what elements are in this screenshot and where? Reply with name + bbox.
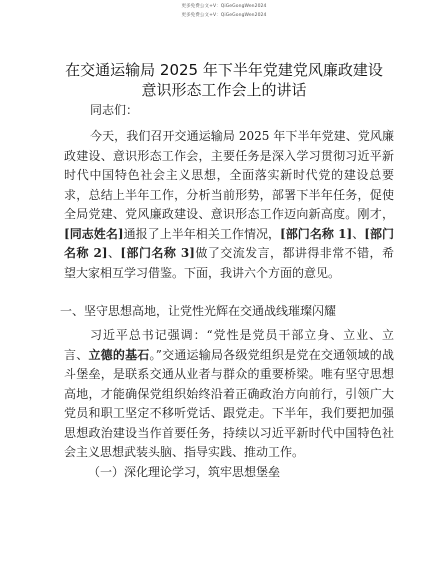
placeholder-dept: [部门名称 3] — [120, 246, 195, 260]
emphasis-text: 立德的基石 — [88, 347, 150, 362]
paragraph-intro — [64, 127, 394, 283]
text-run: 通报了上半年相关工作情况， — [123, 226, 281, 241]
salutation: 同志们： — [90, 103, 139, 117]
watermark-line: 更多免费公文+V：QiGeGongWen2024 — [181, 4, 267, 9]
text-run: 、 — [107, 246, 121, 260]
placeholder-name: [同志姓名] — [64, 226, 124, 241]
placeholder-dept: [部门名称 2] — [64, 226, 394, 260]
subsection-heading: （一）深化理论学习，筑牢思想堡垒 — [88, 465, 281, 479]
paragraph-section1 — [64, 326, 394, 463]
title-line: 在交通运输局 2025 年下半年党建党风廉政建设 — [65, 61, 383, 79]
text-run: 。”交通运输局各级党组织是党在交通领域的战斗堡垒，是联系交通从业者与群众的重要桥梁。唯有坚守思想高地，才能确保党组织始终沿着正确政治方向前行，引领广大党员和职工坚定不移听党话、跟党走。下半年，我们要把加强思想政治建设当作首要任务，持续以习近平新时代中国特色社会主义思想武装头脑、指导实践、推动工作。 — [64, 347, 394, 459]
section-heading: 一、坚守思想高地，让党性光辉在交通战线璀璨闪耀 — [60, 304, 337, 318]
placeholder-dept: [部门名称 1] — [280, 226, 353, 241]
watermark-line: 更多免费公文+V：QiGeGongWen2024 — [181, 13, 267, 18]
text-run: 习近平总书记强调：“党性是党员干部立身、立业、立言、 — [64, 328, 394, 362]
text-run: 、 — [352, 226, 365, 241]
text-run: 今天，我们召开交通运输局 2025 年下半年党建、党风廉政建设、意识形态工作会，主要任务是深入学习贯彻习近平新时代中国特色社会主义思想，全面落实新时代党的建设总要求，总结上半年工作，分析当前形势，部署下半年任务，促使全局党建、党风廉政建设、意识形态工作迈向新高度。刚才， — [64, 129, 394, 221]
text-run: 做了交流发言，都讲得非常不错，希望大家相互学习借鉴。下面，我讲六个方面的意见。 — [64, 246, 394, 280]
title-line: 意识形态工作会上的讲话 — [141, 81, 307, 99]
document-title — [30, 60, 418, 100]
